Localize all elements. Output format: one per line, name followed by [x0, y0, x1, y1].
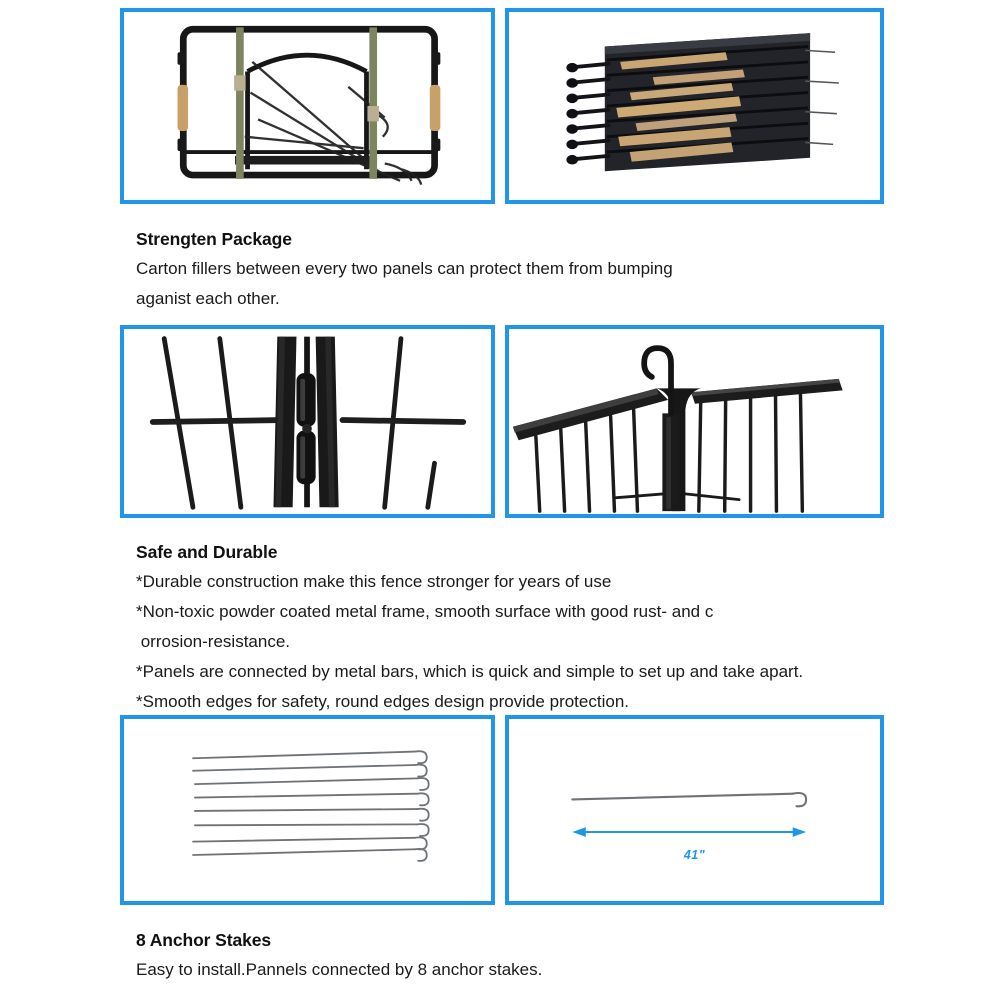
single-stake-dimension-illustration	[509, 719, 880, 901]
carton-fillers-illustration	[509, 12, 880, 200]
section-heading: Safe and Durable	[136, 542, 278, 562]
section-body-line: *Non-toxic powder coated metal frame, smooth surface with good rust- and c	[136, 602, 714, 621]
section-body-line: Carton fillers between every two panels can protect them from bumping	[136, 259, 673, 278]
section-body-line: *Panels are connected by metal bars, which is quick and simple to set up and take apart.	[136, 662, 804, 681]
corner-connector-hook-illustration	[509, 329, 880, 514]
photo-panel-eight-anchor-stakes-fan	[120, 715, 495, 905]
photo-panel-single-stake-dimension	[505, 715, 884, 905]
section-body-line: *Smooth edges for safety, round edges design provide protection.	[136, 692, 629, 711]
anchor-stakes-fan-illustration	[124, 719, 491, 901]
photo-panel-packed-panels-stack	[120, 8, 495, 204]
section-heading: Strengten Package	[136, 229, 292, 249]
photo-panel-carton-fillers-between-panels	[505, 8, 884, 204]
section-heading: 8 Anchor Stakes	[136, 930, 271, 950]
section-text-safe-and-durable	[136, 537, 916, 717]
section-text-anchor-stakes	[136, 925, 916, 985]
dimension-label: 41"	[683, 848, 706, 862]
section-body-line: *Durable construction make this fence stronger for years of use	[136, 572, 612, 591]
photo-panel-panel-hinge-closeup	[120, 325, 495, 518]
section-body-line: orrosion-resistance.	[136, 632, 291, 651]
section-body-line: aganist each other.	[136, 289, 280, 308]
section-text-strengten-package	[136, 224, 916, 314]
panel-hinge-closeup-illustration	[124, 329, 491, 514]
section-body-line: Easy to install.Pannels connected by 8 anchor stakes.	[136, 960, 543, 979]
photo-panel-corner-connector-hook	[505, 325, 884, 518]
packed-panels-stack-illustration	[124, 12, 491, 200]
